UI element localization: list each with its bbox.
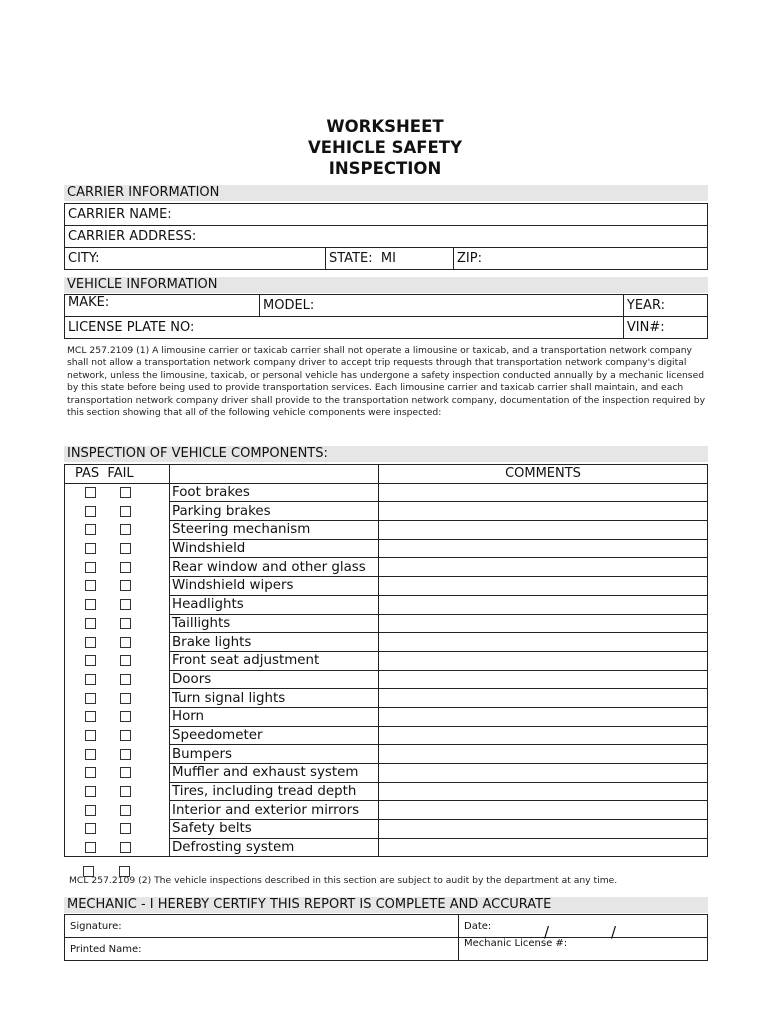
pass-fail-cell	[65, 707, 170, 726]
pass-checkbox[interactable]	[85, 562, 96, 573]
fail-checkbox[interactable]	[120, 562, 131, 573]
checkbox-group	[67, 618, 167, 629]
inspection-row	[65, 595, 708, 614]
vehicle-section-header: VEHICLE INFORMATION	[64, 277, 708, 293]
carrier-name-field[interactable]	[65, 204, 708, 226]
model-field[interactable]	[260, 295, 624, 317]
title-line-2: VEHICLE SAFETY	[307, 138, 463, 157]
fail-checkbox[interactable]	[120, 506, 131, 517]
checkbox-group	[67, 655, 167, 666]
component-name: Windshield	[170, 539, 379, 558]
mechanic-section-header: MECHANIC - I HEREBY CERTIFY THIS REPORT IS COMPLETE AND ACCURATE	[64, 897, 708, 913]
checkbox-group	[67, 562, 167, 573]
zip-label: ZIP:	[457, 251, 482, 266]
inspection-row	[65, 614, 708, 633]
comment-field[interactable]	[379, 782, 708, 801]
carrier-section-header: CARRIER INFORMATION	[64, 185, 708, 201]
pass-header: PAS	[75, 466, 100, 482]
signature-label: Signature:	[70, 920, 122, 932]
pass-fail-cell	[65, 838, 170, 857]
component-name: Interior and exterior mirrors	[170, 801, 379, 820]
year-label: YEAR:	[626, 298, 665, 313]
carrier-address-field[interactable]	[65, 226, 708, 248]
carrier-info-table	[64, 203, 708, 270]
checkbox-group	[67, 693, 167, 704]
fail-checkbox[interactable]	[120, 767, 131, 778]
pass-checkbox[interactable]	[85, 655, 96, 666]
comment-field[interactable]	[379, 764, 708, 783]
pass-checkbox[interactable]	[85, 805, 96, 816]
comment-field[interactable]	[379, 502, 708, 521]
inspection-row	[65, 521, 708, 540]
pass-checkbox[interactable]	[85, 749, 96, 760]
date-separator-2: /	[611, 923, 617, 941]
pass-checkbox[interactable]	[85, 786, 96, 797]
inspection-row	[65, 782, 708, 801]
pass-fail-cell	[65, 577, 170, 596]
comments-header: COMMENTS	[379, 465, 708, 484]
pass-checkbox[interactable]	[85, 487, 96, 498]
inspection-row	[65, 801, 708, 820]
fail-checkbox[interactable]	[120, 580, 131, 591]
checkbox-group	[67, 580, 167, 591]
pass-fail-cell	[65, 633, 170, 652]
component-name: Brake lights	[170, 633, 379, 652]
checkbox-group	[67, 749, 167, 760]
component-name: Headlights	[170, 595, 379, 614]
comment-field[interactable]	[379, 820, 708, 839]
pass-fail-cell	[65, 651, 170, 670]
checkbox-group	[67, 711, 167, 722]
fail-checkbox[interactable]	[120, 637, 131, 648]
date-field[interactable]	[459, 915, 708, 938]
license-plate-label: LICENSE PLATE NO:	[68, 320, 195, 335]
pass-fail-cell	[65, 483, 170, 502]
comment-field[interactable]	[379, 539, 708, 558]
fail-checkbox[interactable]	[120, 618, 131, 629]
pass-fail-cell	[65, 558, 170, 577]
fail-checkbox[interactable]	[120, 730, 131, 741]
pass-checkbox[interactable]	[85, 711, 96, 722]
component-name: Parking brakes	[170, 502, 379, 521]
pass-checkbox[interactable]	[85, 524, 96, 535]
comment-field[interactable]	[379, 614, 708, 633]
comment-field[interactable]	[379, 707, 708, 726]
inspection-row	[65, 633, 708, 652]
pass-checkbox[interactable]	[85, 543, 96, 554]
checkbox-group	[67, 805, 167, 816]
pass-checkbox[interactable]	[85, 842, 96, 853]
pass-checkbox[interactable]	[85, 693, 96, 704]
pass-fail-cell	[65, 801, 170, 820]
checkbox-group	[67, 599, 167, 610]
comment-field[interactable]	[379, 558, 708, 577]
fail-checkbox[interactable]	[120, 674, 131, 685]
inspection-row	[65, 707, 708, 726]
fail-checkbox[interactable]	[120, 693, 131, 704]
inspection-row	[65, 502, 708, 521]
component-name: Horn	[170, 707, 379, 726]
license-plate-field[interactable]	[65, 317, 624, 339]
component-name: Windshield wipers	[170, 577, 379, 596]
comment-field[interactable]	[379, 838, 708, 857]
make-label: MAKE:	[68, 295, 110, 310]
comment-field[interactable]	[379, 595, 708, 614]
fail-checkbox[interactable]	[120, 805, 131, 816]
checkbox-group	[67, 487, 167, 498]
component-name: Taillights	[170, 614, 379, 633]
inspection-row	[65, 726, 708, 745]
checkbox-group	[67, 823, 167, 834]
pass-fail-cell	[65, 726, 170, 745]
fail-checkbox[interactable]	[120, 655, 131, 666]
pass-checkbox[interactable]	[85, 618, 96, 629]
pass-fail-cell	[65, 595, 170, 614]
checkbox-group	[67, 730, 167, 741]
pass-fail-cell	[65, 745, 170, 764]
checkbox-group	[67, 674, 167, 685]
fail-checkbox[interactable]	[120, 823, 131, 834]
pass-fail-header	[65, 465, 170, 484]
pass-fail-cell	[65, 521, 170, 540]
zip-field[interactable]	[454, 248, 708, 270]
pass-fail-cell	[65, 689, 170, 708]
fail-header: FAIL	[107, 466, 134, 482]
inspection-row	[65, 689, 708, 708]
pass-fail-cell	[65, 820, 170, 839]
make-field[interactable]	[65, 295, 260, 317]
checkbox-group	[67, 786, 167, 797]
audit-note: MCL 257.2109 (2) The vehicle inspections described in this section are subject to audit by the department at any time.	[69, 875, 618, 886]
city-field[interactable]	[65, 248, 326, 270]
inspection-row	[65, 670, 708, 689]
date-separator-1: /	[544, 923, 550, 941]
checkbox-group	[67, 637, 167, 648]
checkbox-group	[67, 524, 167, 535]
city-label: CITY:	[68, 251, 100, 266]
vehicle-info-table	[64, 294, 708, 339]
inspection-section-header: INSPECTION OF VEHICLE COMPONENTS:	[64, 446, 708, 462]
checkbox-group	[67, 506, 167, 517]
pass-fail-cell	[65, 764, 170, 783]
comment-field[interactable]	[379, 633, 708, 652]
checkbox-group	[67, 767, 167, 778]
printed-name-field[interactable]	[65, 938, 459, 961]
pass-checkbox[interactable]	[85, 767, 96, 778]
comment-field[interactable]	[379, 726, 708, 745]
component-name: Defrosting system	[170, 838, 379, 857]
component-header	[170, 465, 379, 484]
inspection-row	[65, 577, 708, 596]
title-line-1: WORKSHEET	[326, 117, 444, 136]
component-name: Speedometer	[170, 726, 379, 745]
signature-field[interactable]	[65, 915, 459, 938]
pass-fail-cell	[65, 502, 170, 521]
fail-checkbox[interactable]	[120, 786, 131, 797]
inspection-row	[65, 745, 708, 764]
carrier-name-label: CARRIER NAME:	[68, 207, 172, 222]
legal-paragraph: MCL 257.2109 (1) A limousine carrier or taxicab carrier shall not operate a limousine or taxicab, and a transportation network company shall not allow a transportation network company driver to accept trip requests through that transportation network company's digital network, unless the limousine, taxicab, or personal vehicle has undergone a safety inspection conducted annually by a mechanic licensed by this state before being used to provide transportation services. Each limousine carrier and taxicab carrier shall maintain, and each transportation network company driver shall provide to the transportation network company, documentation of the inspection required by this section showing that all of the following vehicle components were inspected:	[67, 345, 706, 419]
carrier-address-label: CARRIER ADDRESS:	[68, 229, 197, 244]
fail-checkbox[interactable]	[120, 749, 131, 760]
comment-field[interactable]	[379, 521, 708, 540]
pass-fail-cell	[65, 614, 170, 633]
pass-checkbox[interactable]	[85, 674, 96, 685]
vin-label: VIN#:	[626, 320, 665, 335]
component-name: Steering mechanism	[170, 521, 379, 540]
inspection-table	[64, 464, 708, 857]
inspection-row	[65, 483, 708, 502]
comment-field[interactable]	[379, 670, 708, 689]
inspection-row	[65, 820, 708, 839]
component-name: Safety belts	[170, 820, 379, 839]
pass-fail-cell	[65, 539, 170, 558]
mechanic-license-label: Mechanic License #:	[464, 938, 568, 949]
fail-checkbox[interactable]	[120, 842, 131, 853]
component-name: Tires, including tread depth	[170, 782, 379, 801]
fail-checkbox[interactable]	[120, 543, 131, 554]
comment-field[interactable]	[379, 577, 708, 596]
component-name: Doors	[170, 670, 379, 689]
pass-checkbox[interactable]	[85, 730, 96, 741]
comment-field[interactable]	[379, 801, 708, 820]
pass-fail-cell	[65, 782, 170, 801]
comment-field[interactable]	[379, 483, 708, 502]
component-name: Rear window and other glass	[170, 558, 379, 577]
checkbox-group	[67, 543, 167, 554]
inspection-row	[65, 838, 708, 857]
pass-fail-cell	[65, 670, 170, 689]
inspection-row	[65, 539, 708, 558]
printed-name-label: Printed Name:	[70, 943, 142, 955]
mechanic-license-field[interactable]	[459, 938, 708, 961]
vin-field[interactable]	[623, 317, 707, 339]
component-name: Turn signal lights	[170, 689, 379, 708]
pass-checkbox[interactable]	[85, 580, 96, 591]
comment-field[interactable]	[379, 689, 708, 708]
pass-checkbox[interactable]	[85, 599, 96, 610]
inspection-row	[65, 558, 708, 577]
state-label: STATE: MI	[329, 251, 396, 266]
year-field[interactable]	[623, 295, 707, 317]
inspection-row	[65, 651, 708, 670]
model-label: MODEL:	[263, 298, 315, 313]
component-name: Foot brakes	[170, 483, 379, 502]
inspection-row	[65, 764, 708, 783]
comment-field[interactable]	[379, 745, 708, 764]
comment-field[interactable]	[379, 651, 708, 670]
pass-checkbox[interactable]	[85, 506, 96, 517]
fail-checkbox[interactable]	[120, 599, 131, 610]
pass-checkbox[interactable]	[85, 637, 96, 648]
fail-checkbox[interactable]	[120, 487, 131, 498]
fail-checkbox[interactable]	[120, 711, 131, 722]
date-label: Date:	[464, 920, 492, 932]
fail-checkbox[interactable]	[120, 524, 131, 535]
title-line-3: INSPECTION	[328, 159, 442, 178]
state-field[interactable]	[326, 248, 454, 270]
document-title	[0, 116, 770, 179]
pass-checkbox[interactable]	[85, 823, 96, 834]
component-name: Front seat adjustment	[170, 651, 379, 670]
component-name: Muffler and exhaust system	[170, 764, 379, 783]
checkbox-group	[67, 842, 167, 853]
component-name: Bumpers	[170, 745, 379, 764]
